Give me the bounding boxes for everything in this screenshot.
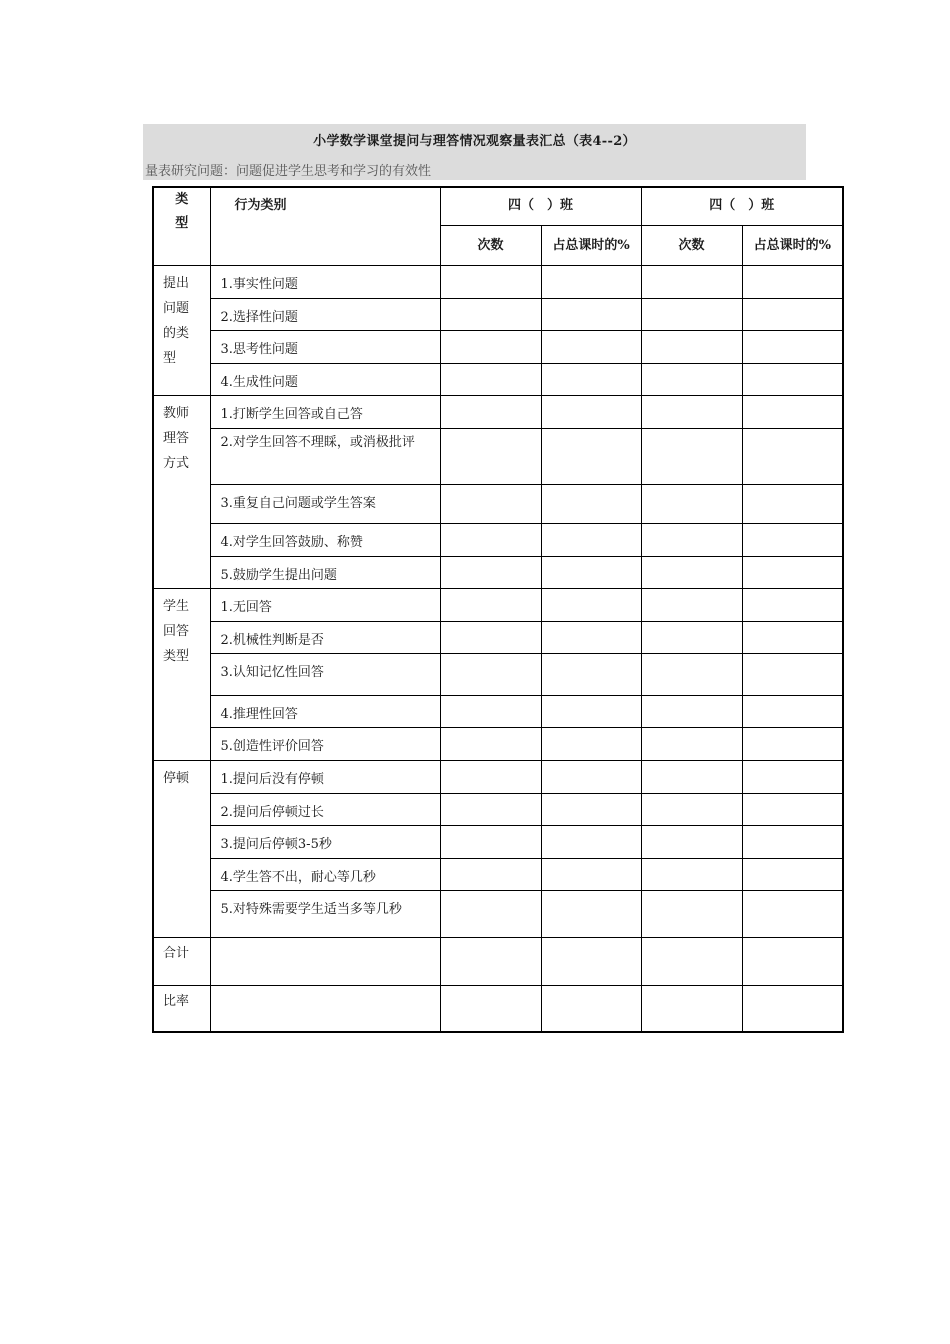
count-header: 次数: [440, 226, 541, 266]
table-row: [153, 728, 843, 761]
count-cell[interactable]: [641, 728, 742, 761]
type-header-char: 型: [175, 216, 189, 231]
table-row: [153, 299, 843, 331]
count-cell[interactable]: [440, 696, 541, 728]
percent-cell[interactable]: [742, 266, 843, 299]
behavior-item: 5.对特殊需要学生适当多等几秒: [210, 891, 440, 938]
count-cell[interactable]: [641, 761, 742, 794]
behavior-header: 行为类别: [210, 187, 440, 266]
type-header-char: 类: [175, 192, 189, 207]
percent-cell[interactable]: [541, 485, 641, 524]
behavior-item: 2.选择性问题: [210, 299, 440, 331]
count-cell[interactable]: [641, 696, 742, 728]
count-cell[interactable]: [440, 364, 541, 396]
table-row: [153, 589, 843, 622]
percent-cell[interactable]: [541, 266, 641, 299]
category-label: 回答: [163, 624, 190, 639]
count-cell[interactable]: [641, 794, 742, 826]
count-cell[interactable]: [440, 794, 541, 826]
category-cell: [153, 761, 210, 938]
count-cell[interactable]: [641, 396, 742, 429]
count-cell[interactable]: [641, 557, 742, 589]
percent-cell[interactable]: [541, 524, 641, 557]
percent-cell[interactable]: [541, 364, 641, 396]
behavior-item: 1.提问后没有停顿: [210, 761, 440, 794]
count-cell[interactable]: [641, 938, 742, 986]
percent-cell[interactable]: [541, 654, 641, 696]
table-row: [153, 485, 843, 524]
total-behavior-cell[interactable]: [210, 938, 440, 986]
total-label: 合计: [153, 938, 210, 986]
percent-cell[interactable]: [742, 364, 843, 396]
behavior-item: 1.事实性问题: [210, 266, 440, 299]
percent-cell[interactable]: [742, 589, 843, 622]
percent-cell[interactable]: [541, 589, 641, 622]
count-cell[interactable]: [440, 986, 541, 1032]
percent-cell[interactable]: [742, 826, 843, 859]
percent-cell[interactable]: [742, 524, 843, 557]
percent-cell[interactable]: [742, 794, 843, 826]
class-b-header: 四（ ）班: [641, 187, 843, 226]
ratio-label: 比率: [153, 986, 210, 1032]
count-cell[interactable]: [641, 429, 742, 485]
behavior-item: 5.创造性评价回答: [210, 728, 440, 761]
count-cell[interactable]: [440, 429, 541, 485]
percent-cell[interactable]: [541, 728, 641, 761]
table-row: [153, 761, 843, 794]
count-cell[interactable]: [440, 557, 541, 589]
percent-cell[interactable]: [541, 696, 641, 728]
percent-cell[interactable]: [541, 986, 641, 1032]
table-row: [153, 364, 843, 396]
count-cell[interactable]: [440, 859, 541, 891]
research-question: 量表研究问题：问题促进学生思考和学习的有效性: [145, 164, 432, 179]
percent-cell[interactable]: [541, 299, 641, 331]
percent-cell[interactable]: [742, 396, 843, 429]
category-cell: [153, 266, 210, 396]
percent-header: 占总课时的%: [742, 226, 843, 266]
count-cell[interactable]: [641, 524, 742, 557]
category-label: 的类: [163, 326, 190, 341]
observation-table: [152, 186, 844, 1033]
category-label: 型: [163, 351, 177, 366]
percent-cell[interactable]: [541, 794, 641, 826]
table-row: [153, 524, 843, 557]
count-cell[interactable]: [440, 622, 541, 654]
category-label: 教师: [163, 406, 190, 421]
count-cell[interactable]: [641, 891, 742, 938]
behavior-item: 1.无回答: [210, 589, 440, 622]
percent-cell[interactable]: [742, 654, 843, 696]
percent-cell[interactable]: [742, 938, 843, 986]
behavior-item: 4.学生答不出，耐心等几秒: [210, 859, 440, 891]
table-row: [153, 696, 843, 728]
count-cell[interactable]: [641, 589, 742, 622]
percent-cell[interactable]: [742, 485, 843, 524]
count-header: 次数: [641, 226, 742, 266]
document-title: 小学数学课堂提问与理答情况观察量表汇总（表4--2）: [313, 134, 636, 149]
ratio-behavior-cell[interactable]: [210, 986, 440, 1032]
behavior-item: 4.生成性问题: [210, 364, 440, 396]
category-label: 类型: [163, 649, 190, 664]
behavior-item: 2.机械性判断是否: [210, 622, 440, 654]
percent-header: 占总课时的%: [541, 226, 641, 266]
table-row: [153, 331, 843, 364]
behavior-item: 3.认知记忆性回答: [210, 654, 440, 696]
percent-cell[interactable]: [742, 986, 843, 1032]
class-a-header: 四（ ）班: [440, 187, 641, 226]
table-row: [153, 429, 843, 485]
count-cell[interactable]: [440, 589, 541, 622]
table-row: [153, 654, 843, 696]
percent-cell[interactable]: [742, 891, 843, 938]
percent-cell[interactable]: [742, 622, 843, 654]
count-cell[interactable]: [641, 299, 742, 331]
count-cell[interactable]: [641, 331, 742, 364]
category-label: 学生: [163, 599, 190, 614]
category-label: 理答: [163, 431, 190, 446]
table-row: [153, 396, 843, 429]
table-row: [153, 891, 843, 938]
percent-cell[interactable]: [541, 429, 641, 485]
table-row: [153, 794, 843, 826]
category-label: 提出: [163, 276, 190, 291]
count-cell[interactable]: [641, 266, 742, 299]
total-row: [153, 938, 843, 986]
percent-cell[interactable]: [742, 557, 843, 589]
count-cell[interactable]: [440, 761, 541, 794]
behavior-item: 4.对学生回答鼓励、称赞: [210, 524, 440, 557]
table-row: [153, 557, 843, 589]
percent-cell[interactable]: [541, 331, 641, 364]
count-cell[interactable]: [440, 485, 541, 524]
count-cell[interactable]: [440, 524, 541, 557]
behavior-item: 3.思考性问题: [210, 331, 440, 364]
table-row: [153, 826, 843, 859]
count-cell[interactable]: [641, 622, 742, 654]
percent-cell[interactable]: [541, 622, 641, 654]
percent-cell[interactable]: [541, 891, 641, 938]
percent-cell[interactable]: [541, 557, 641, 589]
title-band: [143, 124, 806, 180]
behavior-item: 4.推理性回答: [210, 696, 440, 728]
count-cell[interactable]: [440, 826, 541, 859]
percent-cell[interactable]: [742, 299, 843, 331]
count-cell[interactable]: [440, 396, 541, 429]
percent-cell[interactable]: [742, 429, 843, 485]
category-cell: [153, 396, 210, 589]
ratio-row: [153, 986, 843, 1032]
behavior-item: 5.鼓励学生提出问题: [210, 557, 440, 589]
category-label: 停顿: [163, 771, 190, 786]
behavior-item: 1.打断学生回答或自己答: [210, 396, 440, 429]
count-cell[interactable]: [440, 891, 541, 938]
category-label: 方式: [163, 456, 190, 471]
percent-cell[interactable]: [742, 761, 843, 794]
count-cell[interactable]: [641, 485, 742, 524]
table-row: [153, 622, 843, 654]
count-cell[interactable]: [440, 728, 541, 761]
count-cell[interactable]: [641, 826, 742, 859]
category-label: 问题: [163, 301, 190, 316]
behavior-item: 2.对学生回答不理睬，或消极批评: [210, 429, 440, 485]
percent-cell[interactable]: [742, 696, 843, 728]
percent-cell[interactable]: [742, 728, 843, 761]
header-row: [153, 187, 843, 226]
count-cell[interactable]: [440, 299, 541, 331]
percent-cell[interactable]: [541, 826, 641, 859]
type-header: [153, 187, 210, 266]
behavior-item: 2.提问后停顿过长: [210, 794, 440, 826]
percent-cell[interactable]: [541, 859, 641, 891]
percent-cell[interactable]: [541, 938, 641, 986]
count-cell[interactable]: [440, 654, 541, 696]
table-row: [153, 859, 843, 891]
percent-cell[interactable]: [742, 859, 843, 891]
count-cell[interactable]: [440, 938, 541, 986]
count-cell[interactable]: [641, 364, 742, 396]
count-cell[interactable]: [641, 654, 742, 696]
behavior-item: 3.提问后停顿3-5秒: [210, 826, 440, 859]
percent-cell[interactable]: [541, 761, 641, 794]
count-cell[interactable]: [440, 331, 541, 364]
table-row: [153, 266, 843, 299]
category-cell: [153, 589, 210, 761]
percent-cell[interactable]: [742, 331, 843, 364]
count-cell[interactable]: [440, 266, 541, 299]
behavior-item: 3.重复自己问题或学生答案: [210, 485, 440, 524]
count-cell[interactable]: [641, 859, 742, 891]
count-cell[interactable]: [641, 986, 742, 1032]
percent-cell[interactable]: [541, 396, 641, 429]
